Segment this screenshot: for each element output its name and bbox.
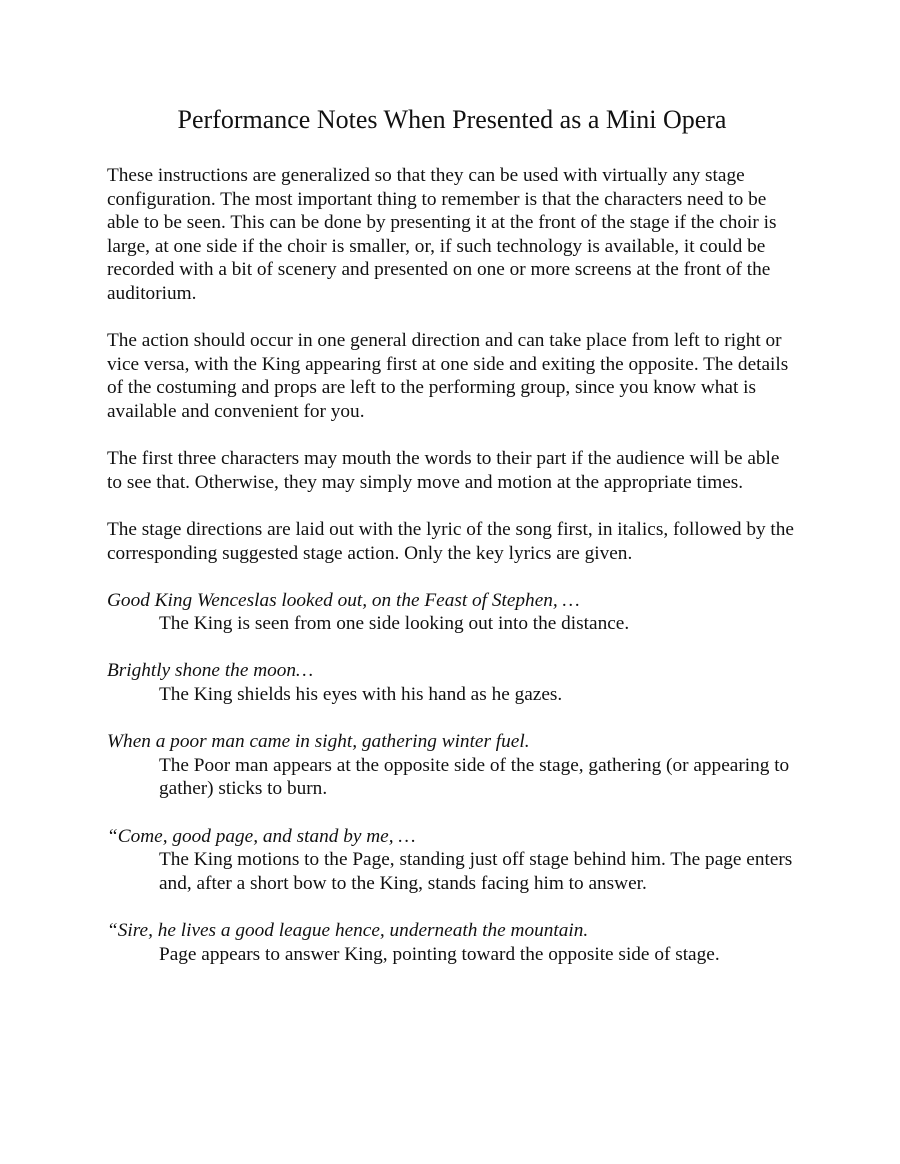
stage-direction [107,825,797,896]
direction-lyric: “Sire, he lives a good league hence, underneath the mountain. [107,920,589,941]
paragraph-intro: These instructions are generalized so that they can be used with virtually any stage configuration. The most important thing to remember is that the characters need to be able to be seen. This can be done by presenting it at the front of the stage if the choir is large, at one side if the choir is smaller, or, if such technology is available, it could be recorded with a bit of scenery and presented on one or more screens at the front of the auditorium. [107,165,777,304]
direction-lyric: When a poor man came in sight, gathering winter fuel. [107,731,530,753]
direction-lyric: Good King Wenceslas looked out, on the Feast of Stephen, … [107,589,580,611]
paragraph-layout-explanation: The stage directions are laid out with the lyric of the song first, in italics, followed by the corresponding suggested stage action. Only the key lyrics are given. [107,518,794,564]
direction-action: The King motions to the Page, standing just off stage behind him. The page enters and, after a short bow to the King, stands facing him to answer. [159,849,793,894]
paragraph-action-direction: The action should occur in one general direction and can take place from left to right or vice versa, with the King appearing first at one side and exiting the opposite. The details of the costuming and props are left to the performing group, since you know what is available and convenient for you. [107,330,789,422]
direction-action: The King is seen from one side looking out into the distance. [159,613,630,635]
direction-action: The Poor man appears at the opposite side of the stage, gathering (or appearing to gather) sticks to burn. [159,754,790,800]
stage-direction [107,589,797,636]
stage-direction [107,730,797,801]
stage-direction [107,919,797,966]
stage-direction [107,659,797,706]
paragraph-characters: The first three characters may mouth the words to their part if the audience will be able to see that. Otherwise, they may simply move and motion at the appropriate times. [107,448,780,493]
direction-lyric: “Come, good page, and stand by me, … [107,825,416,847]
direction-action: Page appears to answer King, pointing toward the opposite side of stage. [159,943,720,965]
direction-lyric: Brightly shone the moon… [107,660,314,682]
document-title: Performance Notes When Presented as a Mini Opera [177,105,727,134]
document-page [107,102,797,990]
direction-action: The King shields his eyes with his hand as he gazes. [159,684,563,706]
